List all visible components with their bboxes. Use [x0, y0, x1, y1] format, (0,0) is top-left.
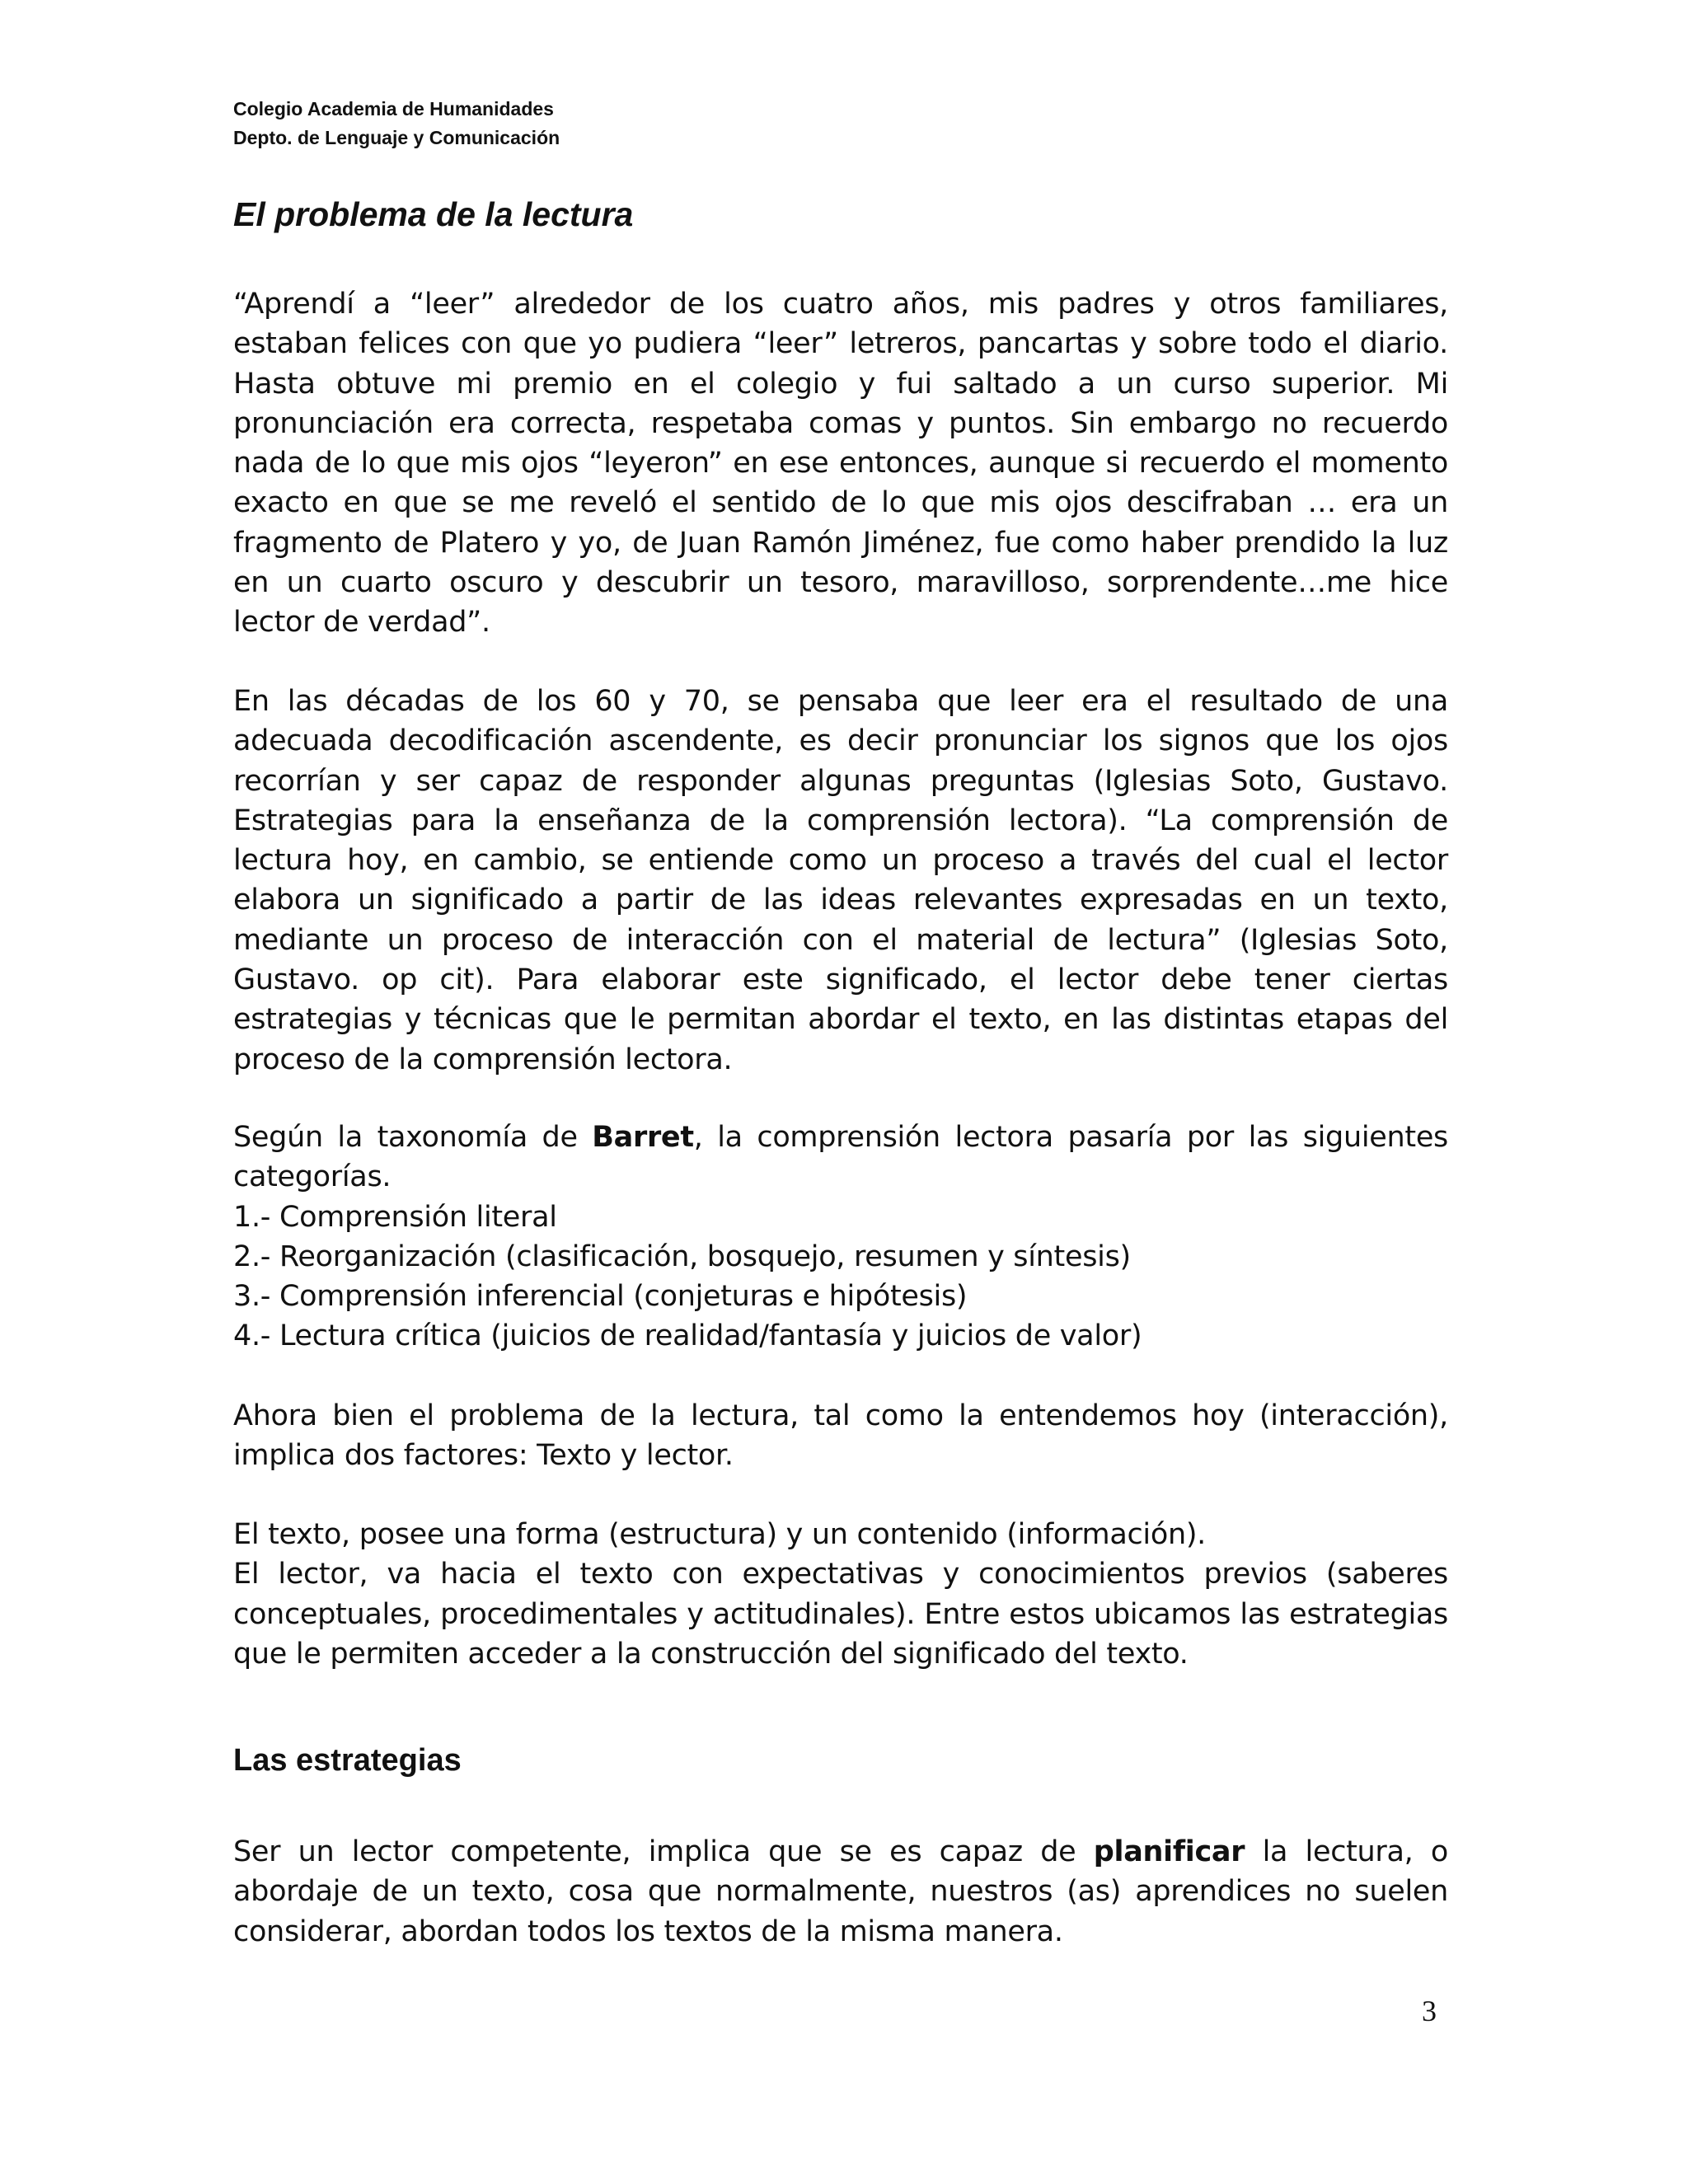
paragraph-competent-reader: [233, 1832, 1448, 1952]
reader-definition: El lector, va hacia el texto con expectativas y conocimientos previos (saberes conceptuales, procedimentales y actitudinales). Entre estos ubicamos las estrategias que le permiten acceder a la construcción del significado del texto.: [233, 1558, 1448, 1671]
department-name: Depto. de Lenguaje y Comunicación: [233, 127, 560, 148]
paragraph-taxonomy: [233, 1118, 1448, 1357]
document-header: [233, 95, 1470, 152]
quote-paragraph: “Aprendí a “leer” alrededor de los cuatro años, mis padres y otros familiares, estaban felices con que yo pudiera “leer” letreros, pancartas y sobre todo el diario. Hasta obtuve mi premio en el colegio y fui saltado a un curso superior. Mi pronunciación era correcta, respetaba comas y puntos. Sin embargo no recuerdo nada de lo que mis ojos “leyeron” en ese entonces, aunque si recuerdo el momento exacto en que se me reveló el sentido de lo que mis ojos descifraban … era un fragmento de Platero y yo, de Juan Ramón Jiménez, fue como haber prendido la luz en un cuarto oscuro y descubrir un tesoro, maravilloso, sorprendente…me hice lector de verdad”.: [233, 288, 1448, 640]
taxonomy-text-end: , la comprensión lectora pasaría por las siguientes categorías.: [233, 1121, 1448, 1194]
list-item: 3.- Comprensión inferencial (conjeturas e hipótesis): [233, 1280, 968, 1314]
list-item: 2.- Reorganización (clasificación, bosquejo, resumen y síntesis): [233, 1240, 1131, 1273]
page-title: El problema de la lectura: [233, 195, 634, 233]
page-number: 3: [1422, 1994, 1437, 2027]
list-item: 1.- Comprensión literal: [233, 1200, 557, 1234]
school-name: Colegio Academia de Humanidades: [233, 98, 554, 120]
paragraph-factors: Ahora bien el problema de la lectura, tal como la entendemos hoy (interacción), implica dos factores: Texto y lector.: [233, 1399, 1448, 1473]
list-item: 4.- Lectura crítica (juicios de realidad/fantasía y juicios de valor): [233, 1319, 1142, 1353]
competent-text-end: la lectura, o abordaje de un texto, cosa que normalmente, nuestros (as) aprendices no suelen considerar, abordan todos los textos de la misma manera.: [233, 1835, 1448, 1948]
taxonomy-text-start: Según la taxonomía de: [233, 1121, 593, 1154]
paragraph-text-and-reader: [233, 1515, 1448, 1674]
competent-text-start: Ser un lector competente, implica que se es capaz de: [233, 1835, 1094, 1868]
taxonomy-author: Barret: [592, 1121, 694, 1154]
paragraph-decades: En las décadas de los 60 y 70, se pensaba que leer era el resultado de una adecuada decodificación ascendente, es decir pronunciar los signos que los ojos recorrían y ser capaz de responder algunas preguntas (Iglesias Soto, Gustavo. Estrategias para la enseñanza de la comprensión lectora). “La comprensión de lectura hoy, en cambio, se entiende como un proceso a través del cual el lector elabora un significado a partir de las ideas relevantes expresadas en un texto, mediante un proceso de interacción con el material de lectura” (Iglesias Soto, Gustavo. op cit). Para elaborar este significado, el lector debe tener ciertas estrategias y técnicas que le permitan abordar el texto, en las distintas etapas del proceso de la comprensión lectora.: [233, 685, 1448, 1076]
section-title: Las estrategias: [233, 1743, 462, 1778]
planificar-emphasis: planificar: [1093, 1835, 1245, 1868]
text-definition: El texto, posee una forma (estructura) y un contenido (información).: [233, 1518, 1207, 1551]
